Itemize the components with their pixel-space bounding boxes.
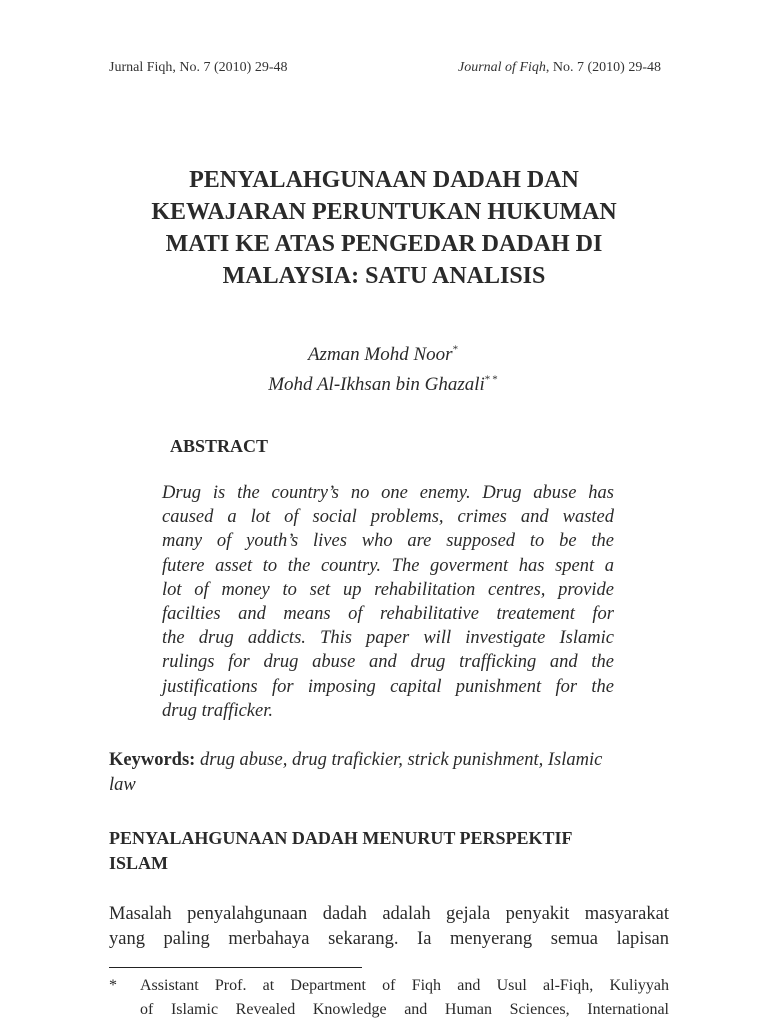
running-head-issue: , No. 7 (2010) 29-48 [545, 60, 661, 75]
footnote-divider [109, 967, 362, 968]
title-line: MATI KE ATAS PENGEDAR DADAH DI [165, 231, 603, 257]
section-heading-line: PENYALAHGUNAAN DADAH MENURUT PERSPEKTIF [109, 828, 573, 848]
footnote-text [140, 974, 669, 1022]
author-name: Azman Mohd Noor [307, 344, 453, 365]
abstract-line: futere asset to the country. The goverment has spent a [162, 555, 614, 576]
abstract-line: caused a lot of social problems, crimes and wasted [162, 507, 614, 528]
body-paragraph [109, 902, 669, 952]
abstract-line: Drug is the country’s no one enemy. Drug abuse has [162, 483, 614, 503]
title-line: KEWAJARAN PERUNTUKAN HUKUMAN [151, 199, 617, 225]
title-line: PENYALAHGUNAAN DADAH DAN [189, 167, 579, 193]
author-name: Mohd Al-Ikhsan bin Ghazali [268, 374, 485, 395]
footnote-marker: * [109, 977, 117, 994]
keywords-text: drug abuse, drug trafickier, strick punishment, Islamic [195, 750, 603, 770]
keywords [109, 748, 669, 798]
running-head-journal-name: Journal of Fiqh [458, 60, 546, 75]
abstract-line: justifications for imposing capital punishment for the [162, 676, 614, 697]
title-line: MALAYSIA: SATU ANALISIS [222, 263, 546, 289]
section-heading [109, 826, 669, 876]
abstract-line: many of youth’s lives who are supposed to be the [162, 531, 614, 552]
keywords-line: law [109, 775, 136, 795]
keywords-label: Keywords: [109, 750, 196, 770]
footnote-line: Assistant Prof. at Department of Fiqh and Usul al-Fiqh, Kuliyyah [140, 977, 669, 994]
running-head-left: Jurnal Fiqh, No. 7 (2010) 29-48 [109, 60, 288, 75]
author-footnote-mark: ** [484, 373, 500, 386]
abstract-line: facilties and means of rehabilitative treatement for [162, 604, 614, 625]
abstract-line: lot of money to set up rehabilitation centres, provide [162, 579, 614, 600]
keywords-line [109, 748, 669, 773]
running-head-right [458, 60, 661, 76]
body-line: yang paling merbahaya sekarang. Ia menyerang semua lapisan [109, 929, 669, 949]
section-heading-line: ISLAM [109, 853, 169, 873]
body-line: Masalah penyalahgunaan dadah adalah gejala penyakit masyarakat [109, 904, 669, 924]
abstract-line: rulings for drug abuse and drug trafficking and the [162, 652, 614, 673]
abstract-line: drug trafficker. [162, 700, 273, 721]
author-list [110, 340, 658, 400]
author-2 [110, 370, 658, 400]
abstract-body [162, 481, 614, 723]
paper-title [110, 164, 658, 292]
footnote-line: of Islamic Revealed Knowledge and Human Sciences, International [140, 1001, 669, 1018]
author-footnote-mark: * [452, 343, 461, 356]
abstract-heading: ABSTRACT [170, 436, 269, 456]
abstract-line: the drug addicts. This paper will investigate Islamic [162, 628, 614, 649]
author-1 [110, 340, 658, 370]
